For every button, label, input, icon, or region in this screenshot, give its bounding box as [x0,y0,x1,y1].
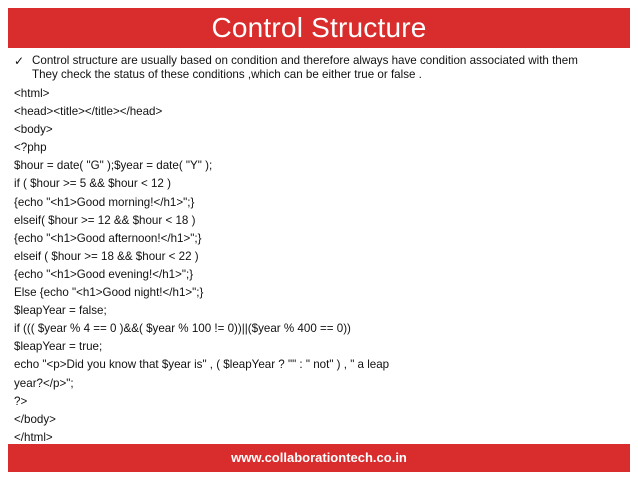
code-line: </html> [14,430,53,444]
code-line: <body> [14,123,53,137]
code-line: {echo "<h1>Good afternoon!</h1>";} [14,231,202,245]
slide-title: Control Structure [8,8,630,48]
footer-url: www.collaborationtech.co.in [8,444,630,472]
slide-content [14,54,626,447]
code-line: elseif( $hour >= 12 && $hour < 18 ) [14,213,196,227]
code-line: $leapYear = true; [14,340,103,354]
code-line: year?</p>"; [14,376,74,390]
code-line: {echo "<h1>Good morning!</h1>";} [14,195,195,209]
bullet-text [32,54,626,82]
code-line: <html> [14,87,50,100]
bullet-line-2: They check the status of these conditions ,which can be either true or false . [32,68,422,81]
code-line: if ( $hour >= 5 && $hour < 12 ) [14,177,171,191]
code-line: $hour = date( "G" );$year = date( "Y" ); [14,159,213,173]
code-line: ?> [14,394,28,408]
code-line: echo "<p>Did you know that $year is" , ( $leapYear ? "" : " not" ) , " a leap [14,358,390,372]
code-line: if ((( $year % 4 == 0 )&&( $year % 100 != 0))||($year % 400 == 0)) [14,322,351,336]
bullet-line-1: Control structure are usually based on condition and therefore always have condition associated with them [32,54,578,67]
checkmark-icon: ✓ [14,54,25,68]
code-line: elseif ( $hour >= 18 && $hour < 22 ) [14,249,199,263]
bullet-point [14,54,626,82]
code-line: Else {echo "<h1>Good night!</h1>";} [14,286,204,300]
code-line: {echo "<h1>Good evening!</h1>";} [14,267,194,281]
code-line: $leapYear = false; [14,304,107,318]
code-line: </body> [14,412,56,426]
code-block [14,85,626,447]
code-line: <head><title></title></head> [14,105,163,119]
code-line: <?php [14,141,47,155]
